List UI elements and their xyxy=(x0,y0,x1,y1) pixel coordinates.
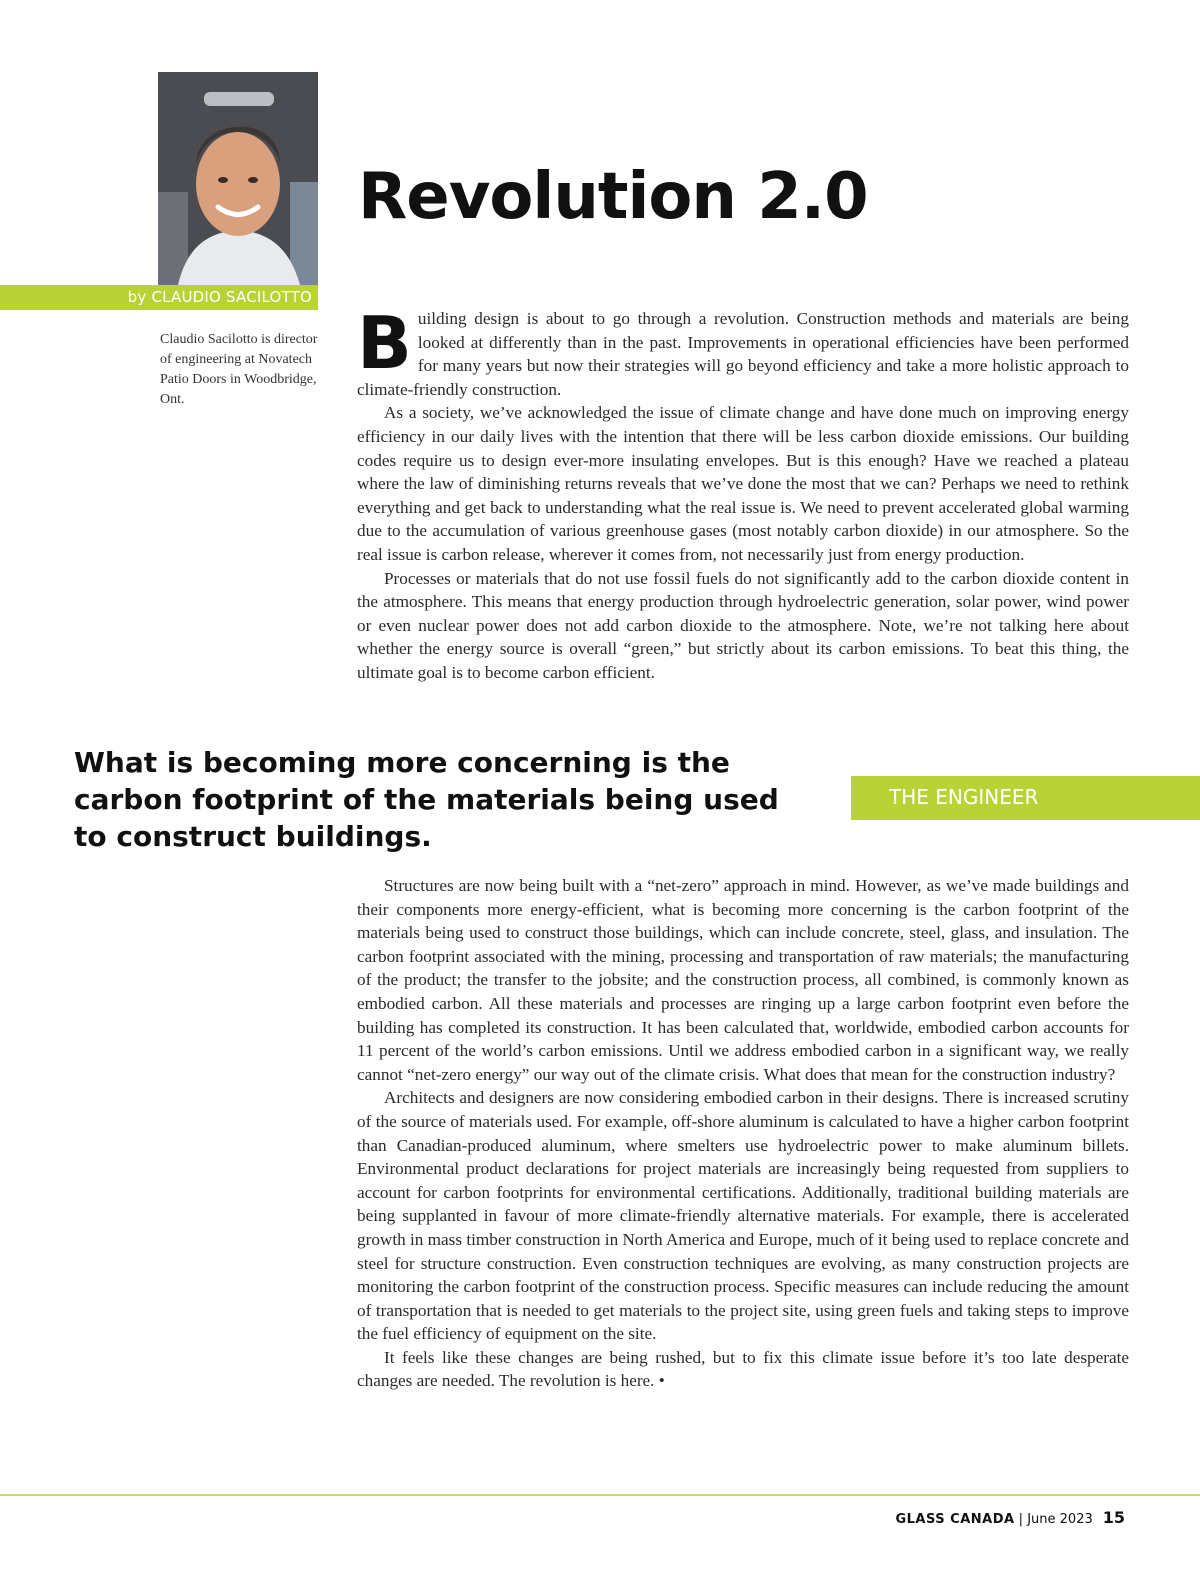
body-paragraph: It feels like these changes are being rushed, but to fix this climate issue before it’s too late desperate changes are needed. The revolution is here. • xyxy=(357,1347,1129,1391)
issue-date: June 2023 xyxy=(1027,1512,1093,1527)
first-paragraph xyxy=(357,301,1129,401)
first-paragraph-text: uilding design is about to go through a revolution. Construction methods and materials are being looked at differently than in the past. Improvements in operational efficiencies have been performed for many years but now their strategies will go beyond efficiency and take a more holistic approach to climate-friendly construction. xyxy=(357,309,1129,399)
author-portrait-icon xyxy=(158,72,318,285)
body-column-bottom xyxy=(357,874,1129,1393)
article-title: Revolution 2.0 xyxy=(358,160,868,234)
pull-quote: What is becoming more concerning is the carbon footprint of the materials being used to construct buildings. xyxy=(74,746,779,853)
publication-name: GLASS CANADA xyxy=(895,1512,1015,1527)
section-label-bar xyxy=(851,776,1200,820)
body-paragraph: Architects and designers are now considering embodied carbon in their designs. There is increased scrutiny of the source of materials used. For example, off-shore aluminum is calculated to have a higher carbon footprint than Canadian-produced aluminum, where smelters use hydroelectric power to make aluminum billets. Environmental product declarations for project materials are increasingly being requested from suppliers to account for carbon footprints for environmental certifications. Additionally, traditional building materials are being supplanted in favour of more climate-friendly alternative materials. For example, there is accelerated growth in mass timber construction in North America and Europe, much of it being used to replace concrete and steel for structure construction. Even construction techniques are evolving, as many construction projects are monitoring the carbon footprint of the construction process. Specific measures can include reducing the amount of transportation that is needed to get materials to the project site, using green fuels and taking steps to improve the fuel efficiency of equipment on the site. xyxy=(357,1088,1129,1344)
byline-bar xyxy=(0,285,318,310)
drop-cap: B xyxy=(357,301,412,385)
body-column-top xyxy=(357,301,1129,685)
author-photo xyxy=(158,72,318,285)
byline: by CLAUDIO SACILOTTO xyxy=(127,288,312,306)
footer-separator: | xyxy=(1014,1512,1028,1527)
footer-divider xyxy=(0,1494,1200,1496)
body-paragraph: Processes or materials that do not use fossil fuels do not significantly add to the carbon dioxide content in the atmosphere. This means that energy production through hydroelectric generation, solar power, wind power or even nuclear power does not add carbon dioxide to the atmosphere. Note, we’re not talking here about whether the energy source is overall “green,” but strictly about its carbon emissions. To beat this thing, the ultimate goal is to become carbon efficient. xyxy=(357,568,1129,682)
page-footer xyxy=(895,1508,1125,1527)
section-label: THE ENGINEER xyxy=(889,785,1039,809)
author-bio: Claudio Sacilotto is director of engineering at Novatech Patio Doors in Woodbridge, Ont. xyxy=(160,332,318,407)
body-paragraph: As a society, we’ve acknowledged the issue of climate change and have done much on improving energy efficiency in our daily lives with the intention that there will be less carbon dioxide emissions. Our building codes require us to design ever-more insulating envelopes. But is this enough? Have we reached a plateau where the law of diminishing returns reveals that we’ve done the most that we can? Perhaps we need to rethink everything and get back to understanding what the real issue is. We need to prevent accelerated global warming due to the accumulation of various greenhouse gases (most notably carbon dioxide) in our atmosphere. So the real issue is carbon release, wherever it comes from, not necessarily just from energy production. xyxy=(357,403,1129,564)
body-paragraph: Structures are now being built with a “net-zero” approach in mind. However, as we’ve made buildings and their components more energy-efficient, what is becoming more concerning is the carbon footprint of the materials being used to construct those buildings, which can include concrete, steel, glass, and insulation. The carbon footprint associated with the mining, processing and transportation of raw materials; the manufacturing of the product; the transfer to the jobsite; and the construction process, all combined, is commonly known as embodied carbon. All these materials and processes are ringing up a large carbon footprint even before the building has completed its construction. It has been calculated that, worldwide, embodied carbon accounts for 11 percent of the world’s carbon emissions. Until we address embodied carbon in a significant way, we really cannot “net-zero energy” our way out of the climate crisis. What does that mean for the construction industry? xyxy=(357,876,1129,1084)
page-number: 15 xyxy=(1102,1508,1125,1527)
